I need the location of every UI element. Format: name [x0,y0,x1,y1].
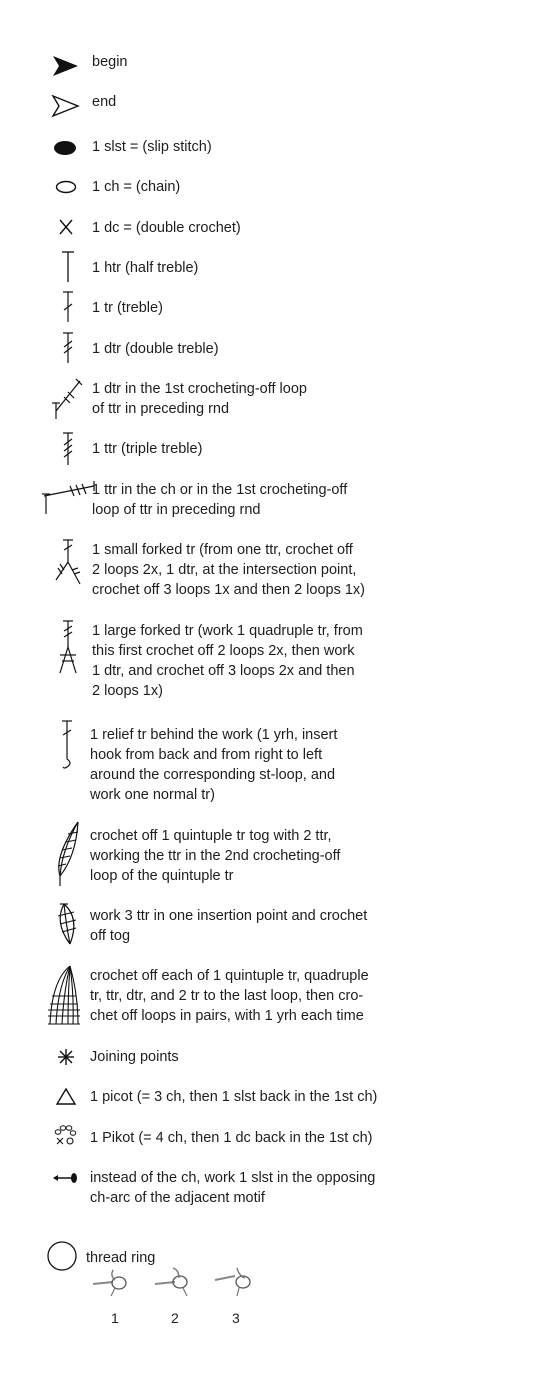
legend-text-picot: 1 picot (= 3 ch, then 1 slst back in the 1st ch) [90,1089,378,1105]
small-forked-tr-icon [36,540,88,600]
dtr-in-loop-icon [36,379,88,439]
legend-text-begin: begin [92,54,128,70]
legend-text-tr: 1 tr (treble) [92,300,163,316]
legend-text-ttr-in-loop: 1 ttr in the ch or in the 1st crocheting-off loop of ttr in preceding rnd [92,482,348,518]
thread-ring-step-2-icon [155,1266,195,1303]
legend-text-dtr-in-loop: 1 dtr in the 1st crocheting-off loop of ttr in preceding rnd [92,381,307,417]
thread-ring-icon [46,1240,78,1277]
legend-text-thread-ring: thread ring [86,1250,156,1266]
thread-ring-step-1-label: 1 [111,1310,119,1326]
legend-text-pikot: 1 Pikot (= 4 ch, then 1 dc back in the 1st ch) [90,1130,373,1146]
three-ttr-tog-icon [36,906,88,966]
thread-ring-steps [85,1266,275,1356]
quintuple-tr-tog-icon [36,826,88,886]
ttr-in-loop-icon [36,480,88,540]
legend-text-htr: 1 htr (half treble) [92,260,199,276]
legend-text-three-ttr: work 3 ttr in one insertion point and crochet off tog [90,908,368,944]
thread-ring-step-1-icon [93,1266,133,1303]
legend-text-small-forked: 1 small forked tr (from one ttr, crochet off 2 loops 2x, 1 dtr, at the intersection point, crochet off 3 loops 1x and then 2 loops 1x) [92,542,365,598]
legend-text-quintuple-tog: crochet off 1 quintuple tr tog with 2 ttr, working the ttr in the 2nd crocheting-off loop of the quintuple tr [90,828,341,884]
legend-text-end: end [92,94,117,110]
fan-tog-icon [36,966,88,1026]
legend-text-dtr: 1 dtr (double treble) [92,341,219,357]
large-forked-tr-icon [36,621,88,681]
legend-text-ttr: 1 ttr (triple treble) [92,441,203,457]
legend-text-chain: 1 ch = (chain) [92,179,181,195]
legend-text-fan: crochet off each of 1 quintuple tr, quadruple tr, ttr, dtr, and 2 tr to the last loop, then cro- chet off loops in pairs, with 1 yrh each time [90,968,369,1024]
legend-text-large-forked: 1 large forked tr (work 1 quadruple tr, from this first crochet off 2 loops 2x, then work 1 dtr, and crochet off 3 loops 2x and then 2 loops 1x) [92,623,363,699]
thread-ring-step-2-label: 2 [171,1310,179,1326]
join-slst-icon [36,1168,88,1228]
legend-text-joining: Joining points [90,1049,179,1065]
legend-text-relief: 1 relief tr behind the work (1 yrh, insert hook from back and from right to left around the corresponding st-loop, and work one normal tr) [90,727,338,803]
thread-ring-step-3-label: 3 [232,1310,240,1326]
legend-text-slst: 1 slst = (slip stitch) [92,139,212,155]
thread-ring-step-3-icon [215,1266,255,1303]
legend-text-join-slst: instead of the ch, work 1 slst in the opposing ch-arc of the adjacent motif [90,1170,376,1206]
relief-tr-icon [36,725,88,785]
legend-text-dc: 1 dc = (double crochet) [92,220,241,236]
